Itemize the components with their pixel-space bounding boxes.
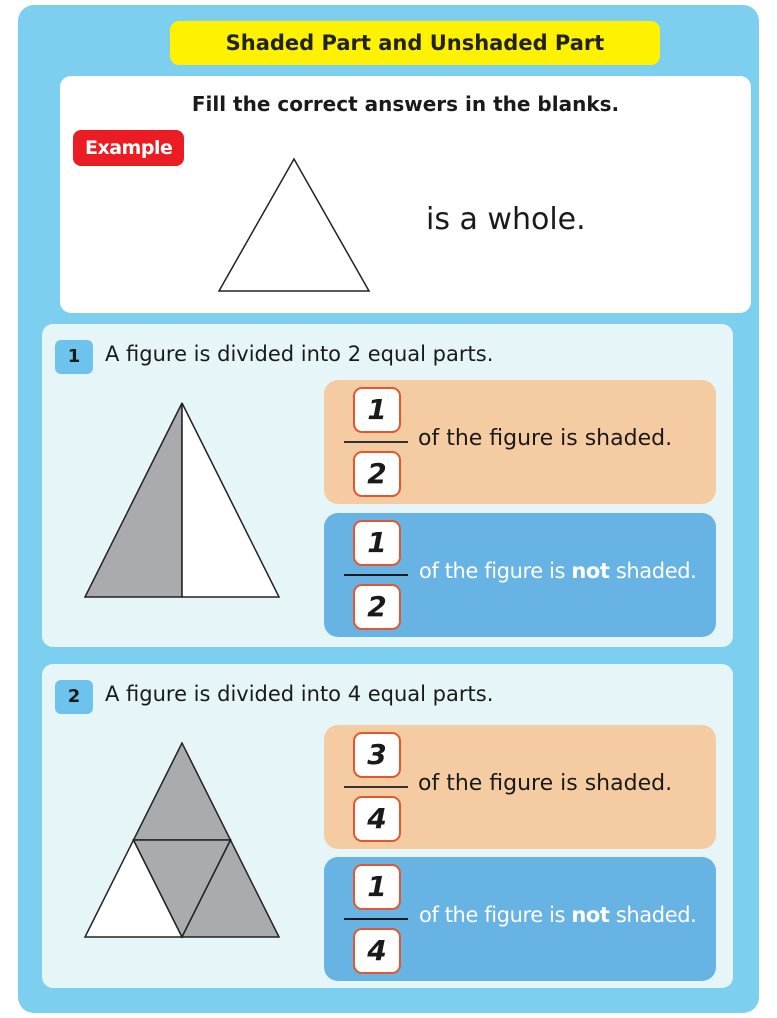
fraction-bar [344,918,408,920]
example-text: is a whole. [426,202,586,237]
denominator-field[interactable]: 2 [353,451,401,497]
sentence-start: of the figure is [419,559,566,583]
top-quarter [134,743,231,840]
unshaded-sentence [419,559,696,583]
not-emphasis: not [571,903,610,927]
question-number-badge: 1 [55,340,93,374]
example-triangle [216,157,372,293]
numerator-field[interactable]: 1 [353,864,401,910]
fraction-bar [344,574,408,576]
instruction-text: Fill the correct answers in the blanks. [191,92,620,116]
example-badge: Example [73,130,184,166]
triangle-halves-figure [82,400,282,600]
question-prompt: A figure is divided into 2 equal parts. [105,342,494,366]
shaded-fraction [344,732,408,842]
question-number-badge: 2 [55,680,93,714]
shaded-answer-box [324,380,716,504]
example-panel [60,76,751,313]
denominator-field[interactable]: 4 [353,796,401,842]
sentence-end: shaded. [615,903,697,927]
unshaded-half [182,403,279,597]
fraction-bar [344,441,408,443]
triangle-quarters-figure [82,740,282,940]
numerator-field[interactable]: 1 [353,387,401,433]
unshaded-answer-box [324,513,716,637]
shaded-half [85,403,182,597]
numerator-field[interactable]: 1 [353,520,401,566]
whole-triangle [219,159,369,291]
question-prompt: A figure is divided into 4 equal parts. [105,682,494,706]
fraction-bar [344,786,408,788]
question-2-panel [42,664,733,988]
sentence-start: of the figure is [419,903,566,927]
shaded-sentence: of the figure is shaded. [418,771,673,796]
sentence-end: shaded. [615,559,697,583]
unshaded-fraction [344,864,408,974]
shaded-sentence: of the figure is shaded. [418,426,673,451]
shaded-answer-box [324,725,716,849]
not-emphasis: not [571,559,610,583]
unshaded-sentence [419,903,696,927]
unshaded-fraction [344,520,408,630]
page-title: Shaded Part and Unshaded Part [170,21,660,65]
shaded-fraction [344,387,408,497]
numerator-field[interactable]: 3 [353,732,401,778]
unshaded-answer-box [324,857,716,981]
denominator-field[interactable]: 4 [353,928,401,974]
denominator-field[interactable]: 2 [353,584,401,630]
question-1-panel [42,324,733,647]
